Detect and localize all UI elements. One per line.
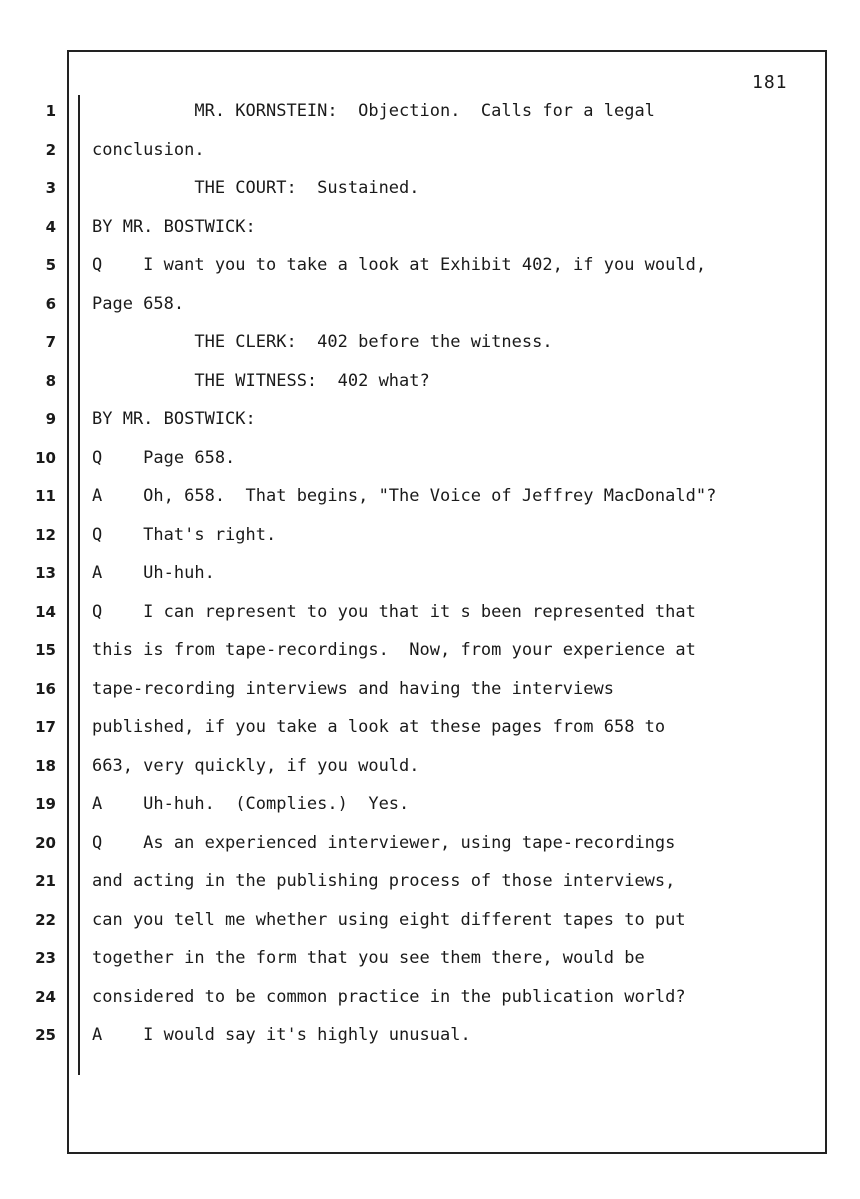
line-number: 15 xyxy=(35,641,56,659)
line-number: 8 xyxy=(45,371,56,390)
line-number: 1 xyxy=(45,102,56,120)
line-number: 20 xyxy=(35,833,56,852)
line-number: 4 xyxy=(45,217,56,236)
transcript-line xyxy=(0,1016,860,1054)
line-text: can you tell me whether using eight different tapes to put xyxy=(92,909,686,930)
line-text: THE CLERK: 402 before the witness. xyxy=(92,332,553,352)
transcript-line xyxy=(0,208,860,246)
line-text: published, if you take a look at these pages from 658 to xyxy=(92,717,666,737)
transcript-line xyxy=(0,785,860,823)
line-text: Q As an experienced interviewer, using tape-recordings xyxy=(92,832,676,853)
line-number: 11 xyxy=(35,487,56,505)
transcript-line xyxy=(0,978,860,1016)
transcript-line xyxy=(0,862,860,900)
line-text: Q I can represent to you that it s been represented that xyxy=(92,601,696,622)
line-number: 21 xyxy=(35,872,56,890)
transcript-line xyxy=(0,323,860,361)
transcript-line xyxy=(0,439,860,477)
line-text: conclusion. xyxy=(92,139,205,160)
line-number: 18 xyxy=(35,756,56,775)
line-number: 22 xyxy=(35,910,56,929)
line-text: A Uh-huh. (Complies.) Yes. xyxy=(92,794,410,814)
line-text: A I would say it's highly unusual. xyxy=(92,1025,471,1045)
transcript-line xyxy=(0,477,860,515)
line-number: 2 xyxy=(45,140,56,159)
transcript-line xyxy=(0,362,860,400)
line-number: 24 xyxy=(35,987,56,1006)
line-number: 19 xyxy=(35,795,56,813)
transcript-line xyxy=(0,400,860,438)
line-text: A Oh, 658. That begins, "The Voice of Jeffrey MacDonald"? xyxy=(92,486,717,506)
transcript-line xyxy=(0,939,860,977)
transcript-line xyxy=(0,593,860,631)
line-text: BY MR. BOSTWICK: xyxy=(92,216,256,237)
line-number: 13 xyxy=(35,564,56,582)
transcript-line xyxy=(0,554,860,592)
line-number: 9 xyxy=(45,410,56,428)
line-text: Page 658. xyxy=(92,293,185,314)
transcript-line xyxy=(0,131,860,169)
line-number: 10 xyxy=(35,448,56,467)
transcript-line xyxy=(0,169,860,207)
line-number: 16 xyxy=(35,679,56,698)
line-text: Q That's right. xyxy=(92,524,277,545)
line-text: Q I want you to take a look at Exhibit 402, if you would, xyxy=(92,255,707,275)
transcript-line xyxy=(0,246,860,284)
line-text: THE WITNESS: 402 what? xyxy=(92,370,430,391)
line-text: Q Page 658. xyxy=(92,447,236,468)
transcript-line xyxy=(0,670,860,708)
transcript-line xyxy=(0,516,860,554)
line-number: 12 xyxy=(35,525,56,544)
line-text: THE COURT: Sustained. xyxy=(92,178,420,198)
line-text: together in the form that you see them there, would be xyxy=(92,948,645,968)
transcript-line xyxy=(0,901,860,939)
transcript-line xyxy=(0,631,860,669)
transcript-line xyxy=(0,285,860,323)
transcript-line xyxy=(0,708,860,746)
line-text: and acting in the publishing process of those interviews, xyxy=(92,871,676,891)
transcript-line xyxy=(0,747,860,785)
line-text: MR. KORNSTEIN: Objection. Calls for a legal xyxy=(92,101,655,121)
line-text: 663, very quickly, if you would. xyxy=(92,755,420,776)
line-number: 6 xyxy=(45,294,56,313)
line-text: A Uh-huh. xyxy=(92,563,215,583)
line-number: 25 xyxy=(35,1026,56,1044)
line-number: 17 xyxy=(35,718,56,736)
line-number: 23 xyxy=(35,949,56,967)
transcript-line xyxy=(0,92,860,130)
line-text: this is from tape-recordings. Now, from your experience at xyxy=(92,640,696,660)
line-number: 5 xyxy=(45,256,56,274)
line-number: 14 xyxy=(35,602,56,621)
line-number: 7 xyxy=(45,333,56,351)
line-text: BY MR. BOSTWICK: xyxy=(92,409,256,429)
transcript-line xyxy=(0,824,860,862)
line-text: considered to be common practice in the publication world? xyxy=(92,986,686,1007)
line-number: 3 xyxy=(45,179,56,197)
line-text: tape-recording interviews and having the interviews xyxy=(92,678,614,699)
page-number: 181 xyxy=(752,72,788,93)
